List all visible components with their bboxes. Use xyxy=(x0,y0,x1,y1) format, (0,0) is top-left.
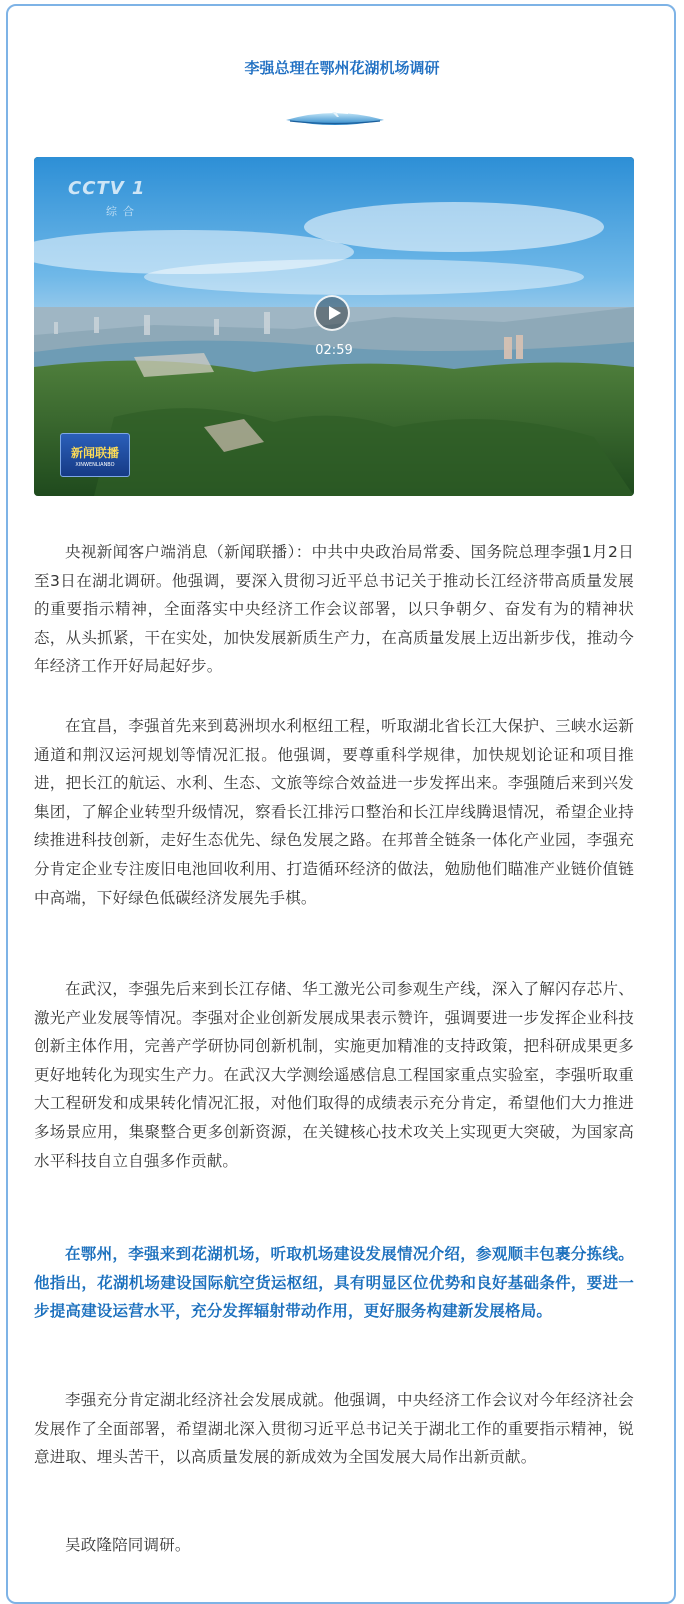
cctv-logo: CCTV 1 xyxy=(68,178,146,199)
article-title: 李强总理在鄂州花湖机场调研 xyxy=(244,59,440,77)
airplane-decoration-icon xyxy=(284,104,386,132)
article-paragraph-5: 李强充分肯定湖北经济社会发展成就。他强调，中央经济工作会议对今年经济社会发展作了全面部署，希望湖北深入贯彻习近平总书记关于湖北工作的重要指示精神，锐意进取、埋头苦干，以高质量发展的新成效为全国发展大局作出新贡献。 xyxy=(34,1391,634,1467)
play-icon[interactable] xyxy=(314,295,350,331)
xinwenlianbo-logo xyxy=(60,433,130,477)
article-paragraph-6: 吴政隆陪同调研。 xyxy=(65,1536,191,1554)
video-duration: 02:59 xyxy=(315,343,353,358)
article-paragraph-1: 央视新闻客户端消息（新闻联播）：中共中央政治局常委、国务院总理李强1月2日至3日在湖北调研。他强调，要深入贯彻习近平总书记关于推动长江经济带高质量发展的重要指示精神，全面落实中央经济工作会议部署，以只争朝夕、奋发有为的精神状态，从头抓紧，干在实处，加快发展新质生产力，在高质量发展上迈出新步伐，推动今年经济工作开好局起好步。 xyxy=(34,543,634,676)
cctv-channel-sub: 综合 xyxy=(106,205,140,218)
article-paragraph-highlight: 在鄂州，李强来到花湖机场，听取机场建设发展情况介绍，参观顺丰包裹分拣线。他指出，花湖机场建设国际航空货运枢纽，具有明显区位优势和良好基础条件，要进一步提高建设运营水平，充分发挥辐射带动作用，更好服务构建新发展格局。 xyxy=(34,1245,634,1321)
article-paragraph-2: 在宜昌，李强首先来到葛洲坝水利枢纽工程，听取湖北省长江大保护、三峡水运新通道和荆汉运河规划等情况汇报。他强调，要尊重科学规律，加快规划论证和项目推进，把长江的航运、水利、生态、文旅等综合效益进一步发挥出来。李强随后来到兴发集团，了解企业转型升级情况，察看长江排污口整治和长江岸线腾退情况，希望企业持续推进科技创新，走好生态优先、绿色发展之路。在邦普全链条一体化产业园，李强充分肯定企业专注废旧电池回收利用、打造循环经济的做法，勉励他们瞄准产业链价值链中高端，下好绿色低碳经济发展先手棋。 xyxy=(34,717,634,907)
xinwenlianbo-logo-text: 新闻联播 xyxy=(70,446,119,460)
article-paragraph-3: 在武汉，李强先后来到长江存储、华工激光公司参观生产线，深入了解闪存芯片、激光产业发展等情况。李强对企业创新发展成果表示赞许，强调要进一步发挥企业科技创新主体作用，完善产学研协同创新机制，实施更加精准的支持政策，把科研成果更多更好地转化为现实生产力。在武汉大学测绘遥感信息工程国家重点实验室，李强听取重大工程研发和成果转化情况汇报，对他们取得的成绩表示充分肯定，希望他们大力推进多场景应用，集聚整合更多创新资源，在关键核心技术攻关上实现更大突破，为国家高水平科技自立自强多作贡献。 xyxy=(34,980,634,1170)
xinwenlianbo-logo-subtext: XINWENLIANBO xyxy=(75,462,115,468)
video-player[interactable] xyxy=(34,157,634,496)
